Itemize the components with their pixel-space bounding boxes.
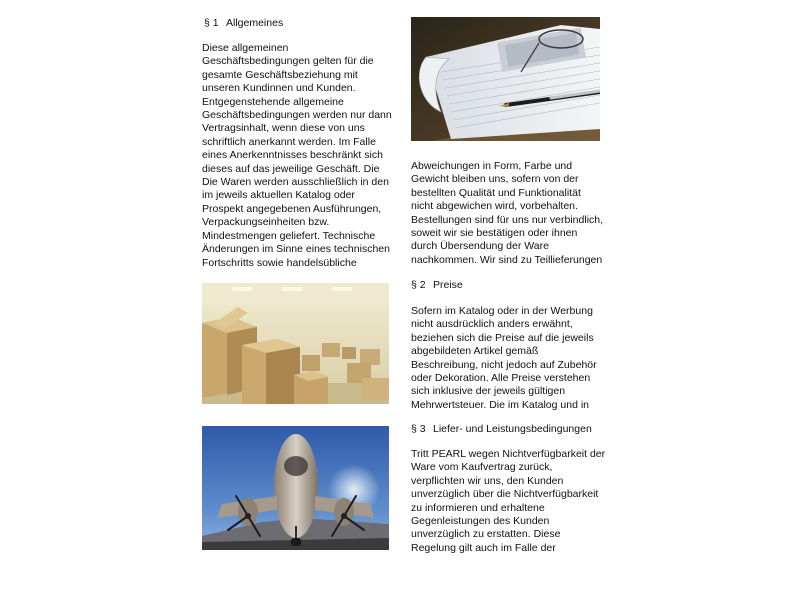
text-line: Bestellungen sind für uns nur verbindlich,	[411, 213, 604, 226]
text-line: sich inklusive der jeweils gültigen	[411, 385, 566, 398]
text-line: Mehrwertsteuer. Die im Katalog und in	[411, 398, 590, 411]
section-1-number: § 1	[204, 17, 219, 29]
text-line: abgebildeten Artikel gemäß	[411, 345, 539, 358]
text-line: schriftlich anerkannt werden. Im Falle	[202, 135, 376, 148]
text-line: im jeweils aktuellen Katalog oder	[202, 189, 355, 202]
text-line: Entgegenstehende allgemeine	[202, 95, 344, 108]
section-2-heading	[411, 278, 463, 292]
text-line: Geschäftsbedingungen werden nur dann	[202, 109, 392, 122]
text-line: bestellten Qualität und Funktionalität	[411, 186, 581, 199]
text-line: Beschreibung, nicht jedoch auf Zubehör	[411, 358, 597, 371]
text-line: dieses auf das jeweilige Geschäft. Die	[202, 162, 380, 175]
text-line: zu informieren und erhaltene	[411, 501, 545, 514]
section-3-title: Liefer- und Leistungsbedingungen	[433, 423, 592, 435]
text-line: Regelung gilt auch im Falle der	[411, 541, 556, 554]
text-line: Tritt PEARL wegen Nichtverfügbarkeit der	[411, 448, 606, 460]
airplane-photo	[202, 426, 389, 550]
text-line: verpflichten wir uns, den Kunden	[411, 474, 564, 487]
section-1-title: Allgemeines	[226, 17, 284, 29]
text-line: Prospekt angegebenen Ausführungen,	[202, 202, 382, 215]
text-line: beziehen sich die Preise auf die jeweils	[411, 331, 594, 344]
section-2-body	[411, 305, 606, 412]
section-3-number: § 3	[411, 423, 426, 435]
section-2-number: § 2	[411, 279, 426, 291]
text-line: durch Übersendung der Ware	[411, 240, 549, 253]
text-line: Änderungen im Sinne eines technischen	[202, 243, 390, 256]
notepad-pen-photo	[411, 17, 600, 141]
text-line: Mindestmengen geliefert. Technische	[202, 229, 376, 242]
text-line: soweit wir sie bestätigen oder ihnen	[411, 227, 578, 240]
text-line: oder Dekoration. Alle Preise verstehen	[411, 372, 591, 385]
text-line: Sofern im Katalog oder in der Werbung	[411, 305, 593, 317]
text-line: Gewicht bleiben uns, sofern von der	[411, 173, 579, 186]
section-3-heading	[411, 422, 592, 436]
text-line: nicht abgewichen wird, vorbehalten.	[411, 200, 578, 213]
text-line: Gegenleistungen des Kunden	[411, 515, 550, 528]
text-line: unseren Kundinnen und Kunden.	[202, 82, 356, 95]
section-1-continued	[411, 160, 606, 267]
text-line: unverzüglich zu erstatten. Diese	[411, 528, 561, 541]
text-line: Geschäftsbedingungen gelten für die	[202, 55, 374, 68]
text-line: Die Waren werden ausschließlich in den	[202, 176, 389, 189]
text-line: Verpackungseinheiten bzw.	[202, 216, 330, 229]
text-line: nicht ausdrücklich anders erwähnt,	[411, 318, 573, 331]
text-line: Fortschritts sowie handelsübliche	[202, 256, 357, 269]
section-1-heading	[204, 16, 283, 30]
text-line: eines Anerkenntnisses beschränkt sich	[202, 149, 383, 162]
text-line: Diese allgemeinen	[202, 42, 289, 54]
warehouse-boxes-photo	[202, 283, 389, 404]
text-line: gesamte Geschäftsbeziehung mit	[202, 68, 358, 81]
text-line: Vertragsinhalt, wenn diese von uns	[202, 122, 365, 135]
text-line: nachkommen. Wir sind zu Teillieferungen	[411, 253, 603, 266]
text-line: unverzüglich über die Nichtverfügbarkeit	[411, 488, 599, 501]
section-2-title: Preise	[433, 279, 463, 291]
text-line: Abweichungen in Form, Farbe und	[411, 160, 573, 172]
section-3-body	[411, 448, 606, 555]
text-line: Ware vom Kaufvertrag zurück,	[411, 461, 553, 474]
section-1-body	[202, 42, 397, 270]
